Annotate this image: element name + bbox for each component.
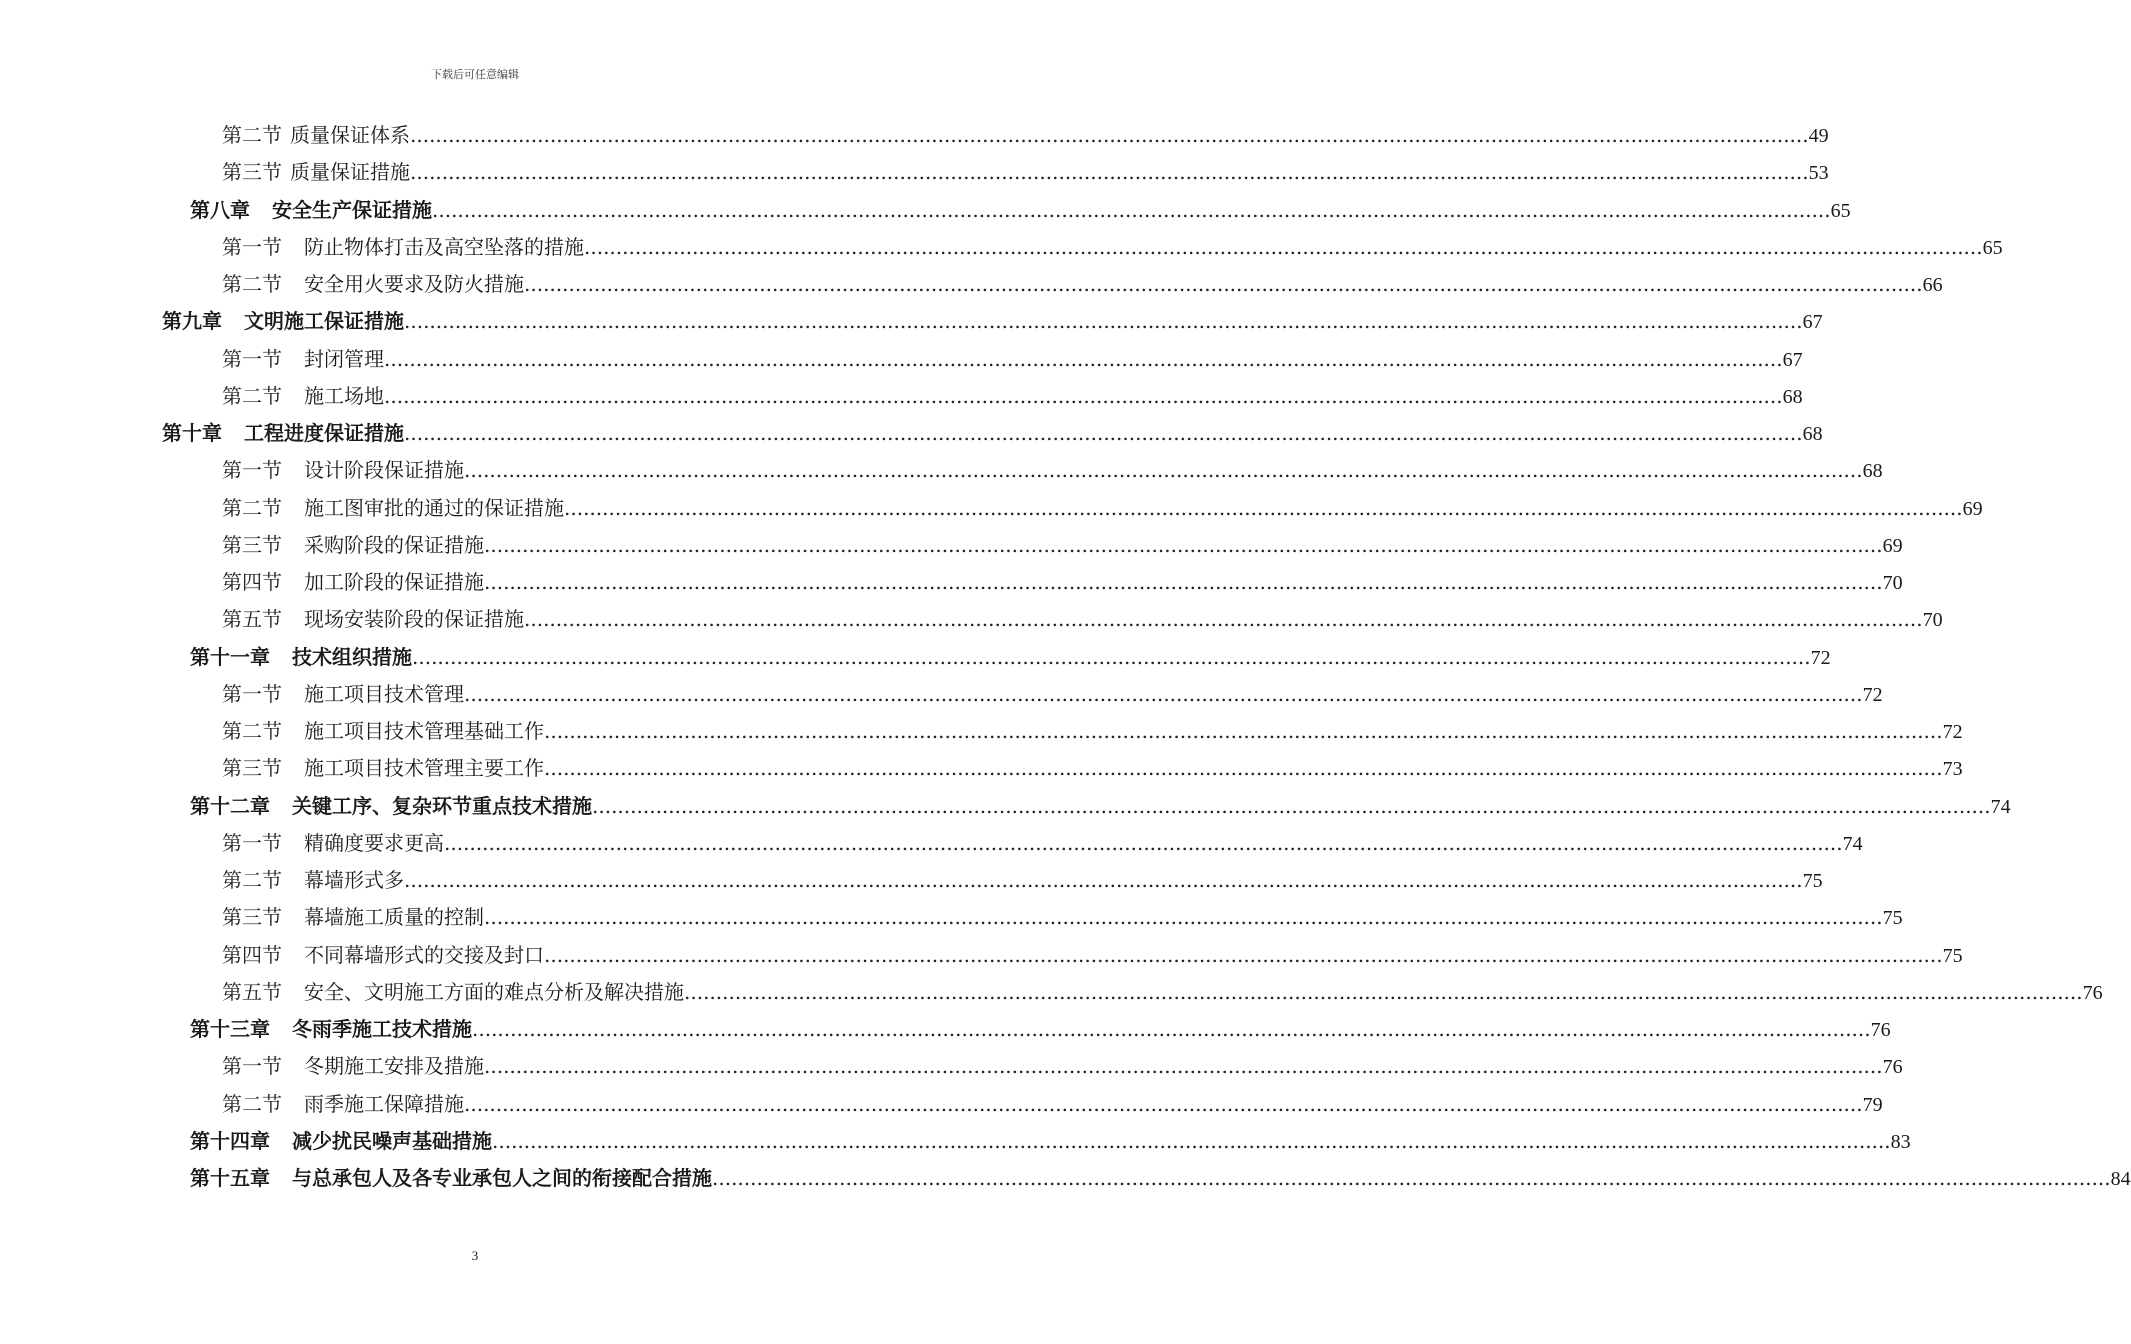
toc-entry-page: 68 — [1782, 385, 1803, 408]
toc-entry-title: 减少扰民噪声基础措施 — [292, 1128, 492, 1153]
toc-entry-number: 第二节 — [222, 123, 282, 147]
toc-leader-dots: ............................................................................................................................................................................................................................ — [410, 123, 1809, 147]
toc-section-entry[interactable] — [0, 527, 1903, 564]
toc-leader-dots: ............................................................................................................................................................................................................................ — [592, 793, 1991, 818]
toc-entry-page: 67 — [1802, 311, 1823, 334]
toc-entry-page: 67 — [1782, 348, 1803, 371]
toc-entry-title: 幕墙施工质量的控制 — [304, 905, 484, 930]
toc-entry-title: 文明施工保证措施 — [244, 309, 404, 334]
toc-entry-number: 第二节 — [222, 719, 282, 743]
page-header-note: 下载后可任意编辑 — [431, 68, 519, 81]
toc-section-entry[interactable] — [0, 378, 1803, 415]
toc-chapter-entry[interactable] — [0, 192, 1851, 229]
toc-entry-page: 70 — [1882, 572, 1903, 594]
toc-section-entry[interactable] — [0, 266, 1943, 303]
toc-entry-title: 现场安装阶段的保证措施 — [304, 607, 524, 632]
toc-entry-title: 技术组织措施 — [292, 644, 412, 669]
toc-entry-page: 69 — [1962, 497, 1983, 520]
toc-entry-page: 69 — [1882, 534, 1903, 557]
toc-section-entry[interactable] — [0, 713, 1963, 750]
toc-entry-title: 加工阶段的保证措施 — [304, 570, 484, 594]
toc-entry-number: 第三节 — [222, 905, 282, 930]
toc-entry-title: 冬期施工安排及措施 — [304, 1054, 484, 1079]
toc-leader-dots: ............................................................................................................................................................................................................................ — [584, 234, 1983, 259]
toc-entry-title: 幕墙形式多 — [304, 868, 404, 892]
toc-leader-dots: ............................................................................................................................................................................................................................ — [484, 570, 1883, 594]
toc-section-entry[interactable] — [0, 899, 1903, 936]
toc-leader-dots: ............................................................................................................................................................................................................................ — [492, 1128, 1891, 1153]
toc-entry-number: 第四节 — [222, 942, 282, 967]
page-number: 3 — [471, 1248, 479, 1263]
toc-entry-number: 第一节 — [222, 1054, 282, 1079]
toc-entry-page: 76 — [2082, 981, 2103, 1004]
toc-chapter-entry[interactable] — [0, 303, 1823, 340]
toc-leader-dots: ............................................................................................................................................................................................................................ — [544, 719, 1943, 743]
toc-entry-page: 68 — [1802, 423, 1823, 445]
toc-entry-title: 封闭管理 — [304, 346, 384, 371]
toc-section-entry[interactable] — [0, 1086, 1883, 1123]
toc-section-entry[interactable] — [0, 862, 1823, 899]
toc-section-entry[interactable] — [0, 825, 1863, 862]
toc-entry-number: 第一节 — [222, 681, 282, 706]
toc-entry-page: 72 — [1862, 683, 1883, 706]
toc-entry-title: 安全、文明施工方面的难点分析及解决措施 — [304, 979, 684, 1004]
toc-leader-dots: ............................................................................................................................................................................................................................ — [484, 905, 1883, 930]
toc-entry-title: 精确度要求更高 — [304, 830, 444, 855]
toc-leader-dots: ............................................................................................................................................................................................................................ — [472, 1017, 1871, 1041]
toc-section-entry[interactable] — [0, 676, 1883, 713]
toc-entry-page: 53 — [1808, 162, 1829, 185]
toc-entry-page: 75 — [1802, 870, 1823, 892]
toc-entry-page: 83 — [1890, 1130, 1911, 1153]
toc-leader-dots: ............................................................................................................................................................................................................................ — [464, 1091, 1863, 1116]
toc-entry-title: 设计阶段保证措施 — [304, 458, 464, 483]
toc-section-entry[interactable] — [0, 452, 1883, 489]
toc-entry-number: 第一节 — [222, 830, 282, 855]
toc-entry-number: 第五节 — [222, 607, 282, 632]
toc-entry-title: 施工图审批的通过的保证措施 — [304, 495, 564, 520]
toc-entry-number: 第十五章 — [190, 1166, 270, 1190]
toc-leader-dots: ............................................................................................................................................................................................................................ — [684, 979, 2083, 1004]
toc-entry-number: 第三节 — [222, 756, 282, 781]
toc-leader-dots: ............................................................................................................................................................................................................................ — [404, 421, 1803, 445]
toc-chapter-entry[interactable] — [0, 1123, 1911, 1160]
toc-entry-number: 第十二章 — [190, 793, 270, 818]
toc-entry-title: 施工项目技术管理基础工作 — [304, 719, 544, 743]
toc-leader-dots: ............................................................................................................................................................................................................................ — [544, 942, 1943, 967]
toc-leader-dots: ............................................................................................................................................................................................................................ — [432, 197, 1831, 222]
toc-entry-page: 84 — [2110, 1168, 2131, 1190]
toc-entry-number: 第二节 — [222, 383, 282, 408]
toc-leader-dots: ............................................................................................................................................................................................................................ — [464, 681, 1863, 706]
toc-section-entry[interactable] — [0, 341, 1803, 378]
toc-leader-dots: ............................................................................................................................................................................................................................ — [410, 160, 1809, 185]
toc-entry-number: 第十三章 — [190, 1017, 270, 1041]
toc-section-entry[interactable] — [0, 490, 1983, 527]
toc-entry-page: 75 — [1882, 907, 1903, 930]
toc-entry-number: 第五节 — [222, 979, 282, 1004]
toc-entry-page: 65 — [1830, 199, 1851, 222]
toc-chapter-entry[interactable] — [0, 415, 1823, 452]
toc-entry-number: 第二节 — [222, 495, 282, 520]
toc-entry-title: 与总承包人及各专业承包人之间的衔接配合措施 — [292, 1166, 712, 1190]
toc-entry-number: 第十一章 — [190, 644, 270, 669]
toc-entry-number: 第一节 — [222, 234, 282, 259]
toc-section-entry[interactable] — [0, 229, 2003, 266]
toc-leader-dots: ............................................................................................................................................................................................................................ — [384, 383, 1783, 408]
toc-chapter-entry[interactable] — [0, 639, 1831, 676]
toc-leader-dots: ............................................................................................................................................................................................................................ — [384, 346, 1783, 371]
toc-leader-dots: ............................................................................................................................................................................................................................ — [412, 644, 1811, 669]
toc-entry-number: 第八章 — [190, 197, 250, 222]
toc-entry-title: 雨季施工保障措施 — [304, 1091, 464, 1116]
toc-entry-title: 安全用火要求及防火措施 — [304, 272, 524, 296]
toc-chapter-entry[interactable] — [0, 788, 2011, 825]
toc-entry-page: 65 — [1982, 236, 2003, 259]
toc-entry-page: 68 — [1862, 460, 1883, 483]
toc-entry-page: 74 — [1990, 795, 2011, 818]
toc-leader-dots: ............................................................................................................................................................................................................................ — [404, 309, 1803, 334]
toc-entry-title: 施工项目技术管理主要工作 — [304, 756, 544, 781]
toc-entry-title: 质量保证体系 — [290, 123, 410, 147]
toc-entry-page: 66 — [1922, 274, 1943, 296]
toc-entry-number: 第一节 — [222, 346, 282, 371]
toc-entry-page: 72 — [1810, 646, 1831, 669]
toc-entry-number: 第三节 — [222, 160, 282, 185]
toc-entry-number: 第三节 — [222, 532, 282, 557]
toc-section-entry[interactable] — [0, 750, 1963, 787]
toc-leader-dots: ............................................................................................................................................................................................................................ — [444, 830, 1843, 855]
toc-leader-dots: ............................................................................................................................................................................................................................ — [524, 272, 1923, 296]
toc-entry-title: 工程进度保证措施 — [244, 421, 404, 445]
toc-leader-dots: ............................................................................................................................................................................................................................ — [712, 1166, 2111, 1190]
toc-entry-title: 施工项目技术管理 — [304, 681, 464, 706]
toc-chapter-entry[interactable] — [0, 1011, 1891, 1048]
toc-section-entry[interactable] — [0, 154, 1829, 191]
toc-section-entry[interactable] — [0, 601, 1943, 638]
toc-entry-number: 第二节 — [222, 272, 282, 296]
toc-entry-page: 74 — [1842, 832, 1863, 855]
toc-section-entry[interactable] — [0, 117, 1829, 154]
toc-entry-page: 75 — [1942, 944, 1963, 967]
toc-entry-number: 第一节 — [222, 458, 282, 483]
toc-entry-number: 第十四章 — [190, 1128, 270, 1153]
toc-entry-title: 施工场地 — [304, 383, 384, 408]
toc-entry-number: 第四节 — [222, 570, 282, 594]
toc-entry-page: 76 — [1870, 1019, 1891, 1041]
toc-entry-number: 第二节 — [222, 1091, 282, 1116]
toc-leader-dots: ............................................................................................................................................................................................................................ — [484, 1054, 1883, 1079]
toc-leader-dots: ............................................................................................................................................................................................................................ — [544, 756, 1943, 781]
toc-entry-number: 第九章 — [162, 309, 222, 334]
toc-leader-dots: ............................................................................................................................................................................................................................ — [464, 458, 1863, 483]
toc-entry-title: 关键工序、复杂环节重点技术措施 — [292, 793, 592, 818]
toc-entry-title: 冬雨季施工技术措施 — [292, 1017, 472, 1041]
toc-entry-title: 防止物体打击及高空坠落的措施 — [304, 234, 584, 259]
toc-entry-number: 第十章 — [162, 421, 222, 445]
toc-entry-page: 72 — [1942, 721, 1963, 743]
toc-entry-title: 不同幕墙形式的交接及封口 — [304, 942, 544, 967]
toc-entry-page: 76 — [1882, 1056, 1903, 1079]
toc-entry-page: 79 — [1862, 1093, 1883, 1116]
toc-entry-title: 安全生产保证措施 — [272, 197, 432, 222]
toc-section-entry[interactable] — [0, 1048, 1903, 1085]
toc-chapter-entry[interactable] — [0, 1160, 2131, 1197]
toc-section-entry[interactable] — [0, 974, 2103, 1011]
toc-leader-dots: ............................................................................................................................................................................................................................ — [524, 607, 1923, 632]
toc-entry-number: 第二节 — [222, 868, 282, 892]
toc-leader-dots: ............................................................................................................................................................................................................................ — [564, 495, 1963, 520]
toc-entry-page: 70 — [1922, 609, 1943, 632]
toc-entry-page: 49 — [1808, 125, 1829, 147]
toc-entry-page: 73 — [1942, 758, 1963, 781]
toc-section-entry[interactable] — [0, 564, 1903, 601]
toc-leader-dots: ............................................................................................................................................................................................................................ — [404, 868, 1803, 892]
toc-entry-title: 采购阶段的保证措施 — [304, 532, 484, 557]
toc-section-entry[interactable] — [0, 937, 1963, 974]
toc-entry-title: 质量保证措施 — [290, 160, 410, 185]
toc-leader-dots: ............................................................................................................................................................................................................................ — [484, 532, 1883, 557]
